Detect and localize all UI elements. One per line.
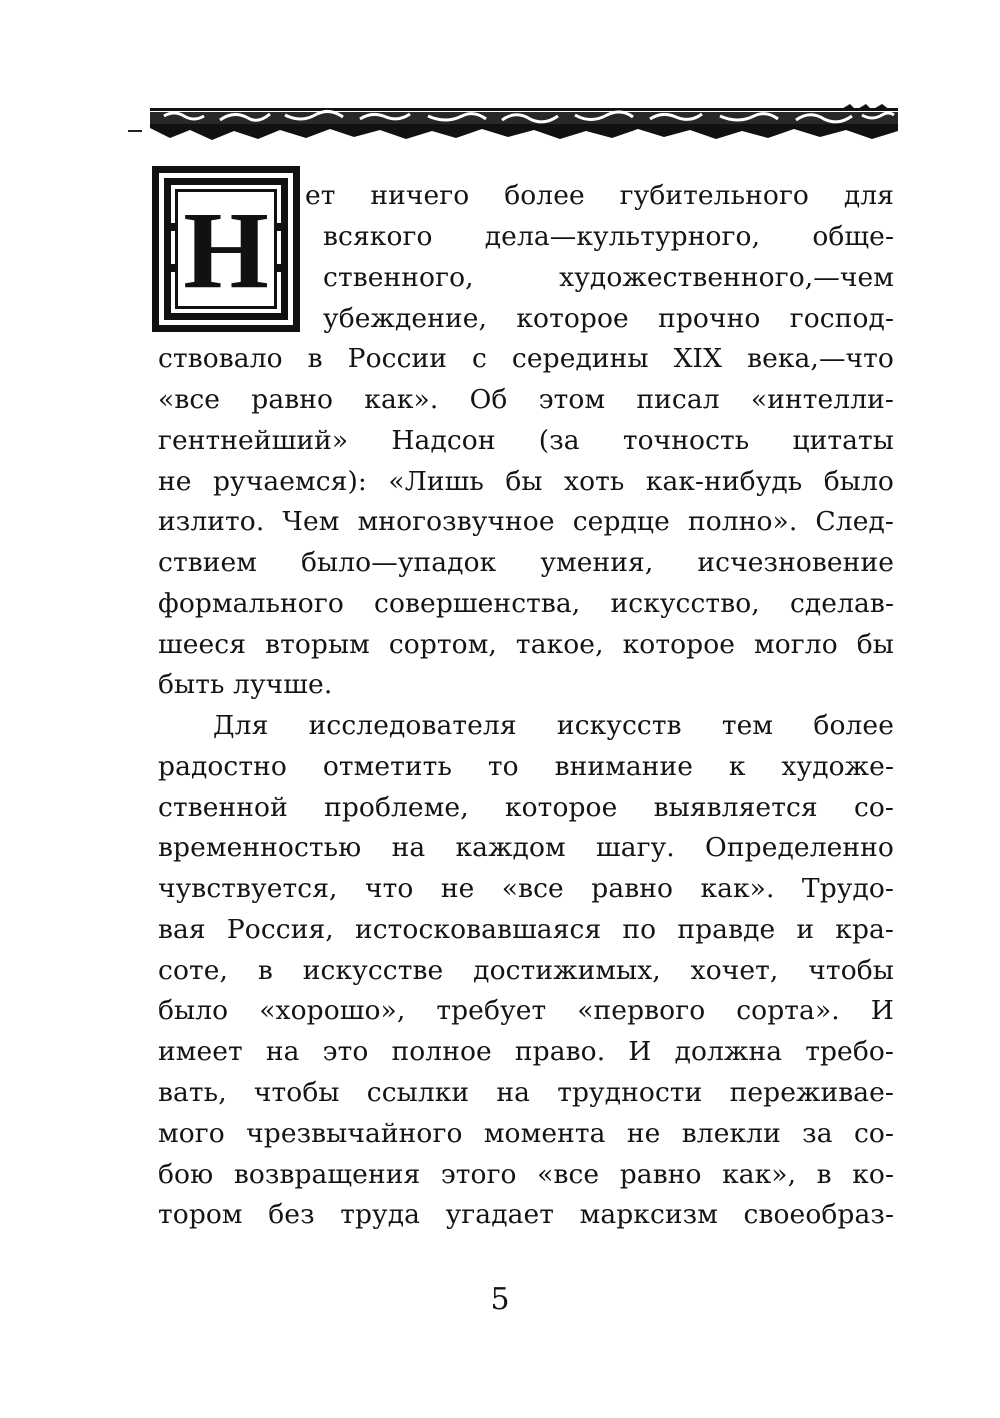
text-line: бою возвращения этого «все равно как», в ко- [158, 1159, 894, 1190]
text-line: всякого дела—культурного, обще- [323, 221, 894, 252]
text-line: убеждение, которое прочно господ- [323, 303, 894, 334]
text-line: вая Россия, истосковавшаяся по правде и кра- [158, 914, 894, 945]
text-line: шееся вторым сортом, такое, которое могло бы [158, 629, 894, 660]
text-line: формального совершенства, искусство, сделав- [158, 588, 894, 619]
text-line: «все равно как». Об этом писал «интелли- [158, 384, 894, 415]
text-line: временностью на каждом шагу. Определенно [158, 832, 894, 863]
text-line: не ручаемся): «Лишь бы хоть как-нибудь было [158, 466, 894, 497]
text-line: мого чрезвычайного момента не влекли за со- [158, 1118, 894, 1149]
drop-cap-initial [152, 166, 300, 332]
margin-tick [128, 130, 142, 132]
text-line: ствовало в России с середины XIX века,—что [158, 343, 894, 374]
ornament-icon [150, 104, 898, 144]
text-line: было «хорошо», требует «первого сорта». И [158, 995, 894, 1026]
drop-cap-letter: Н [183, 189, 269, 311]
text-line: соте, в искусстве достижимых, хочет, чтобы [158, 955, 894, 986]
text-line: ственной проблеме, которое выявляется со- [158, 792, 894, 823]
text-line: имеет на это полное право. И должна требо- [158, 1036, 894, 1067]
text-line: вать, чтобы ссылки на трудности переживае- [158, 1077, 894, 1108]
header-ornament-band [150, 104, 898, 144]
text-line: радостно отметить то внимание к художе- [158, 751, 894, 782]
text-line: ственного, художественного,—чем [323, 262, 894, 293]
text-line: ствием было—упадок умения, исчезновение [158, 547, 894, 578]
text-line: гентнейший» Надсон (за точность цитаты [158, 425, 894, 456]
text-line: быть лучше. [158, 669, 333, 700]
text-line: тором без труда угадает марксизм своеобраз- [158, 1199, 894, 1230]
page-number: 5 [490, 1282, 510, 1317]
text-line: Для исследователя искусств тем более [213, 710, 894, 741]
text-line: чувствуется, что не «все равно как». Трудо- [158, 873, 894, 904]
text-line: излито. Чем многозвучное сердце полно». След- [158, 506, 894, 537]
text-line: ет ничего более губительного для [305, 180, 894, 211]
